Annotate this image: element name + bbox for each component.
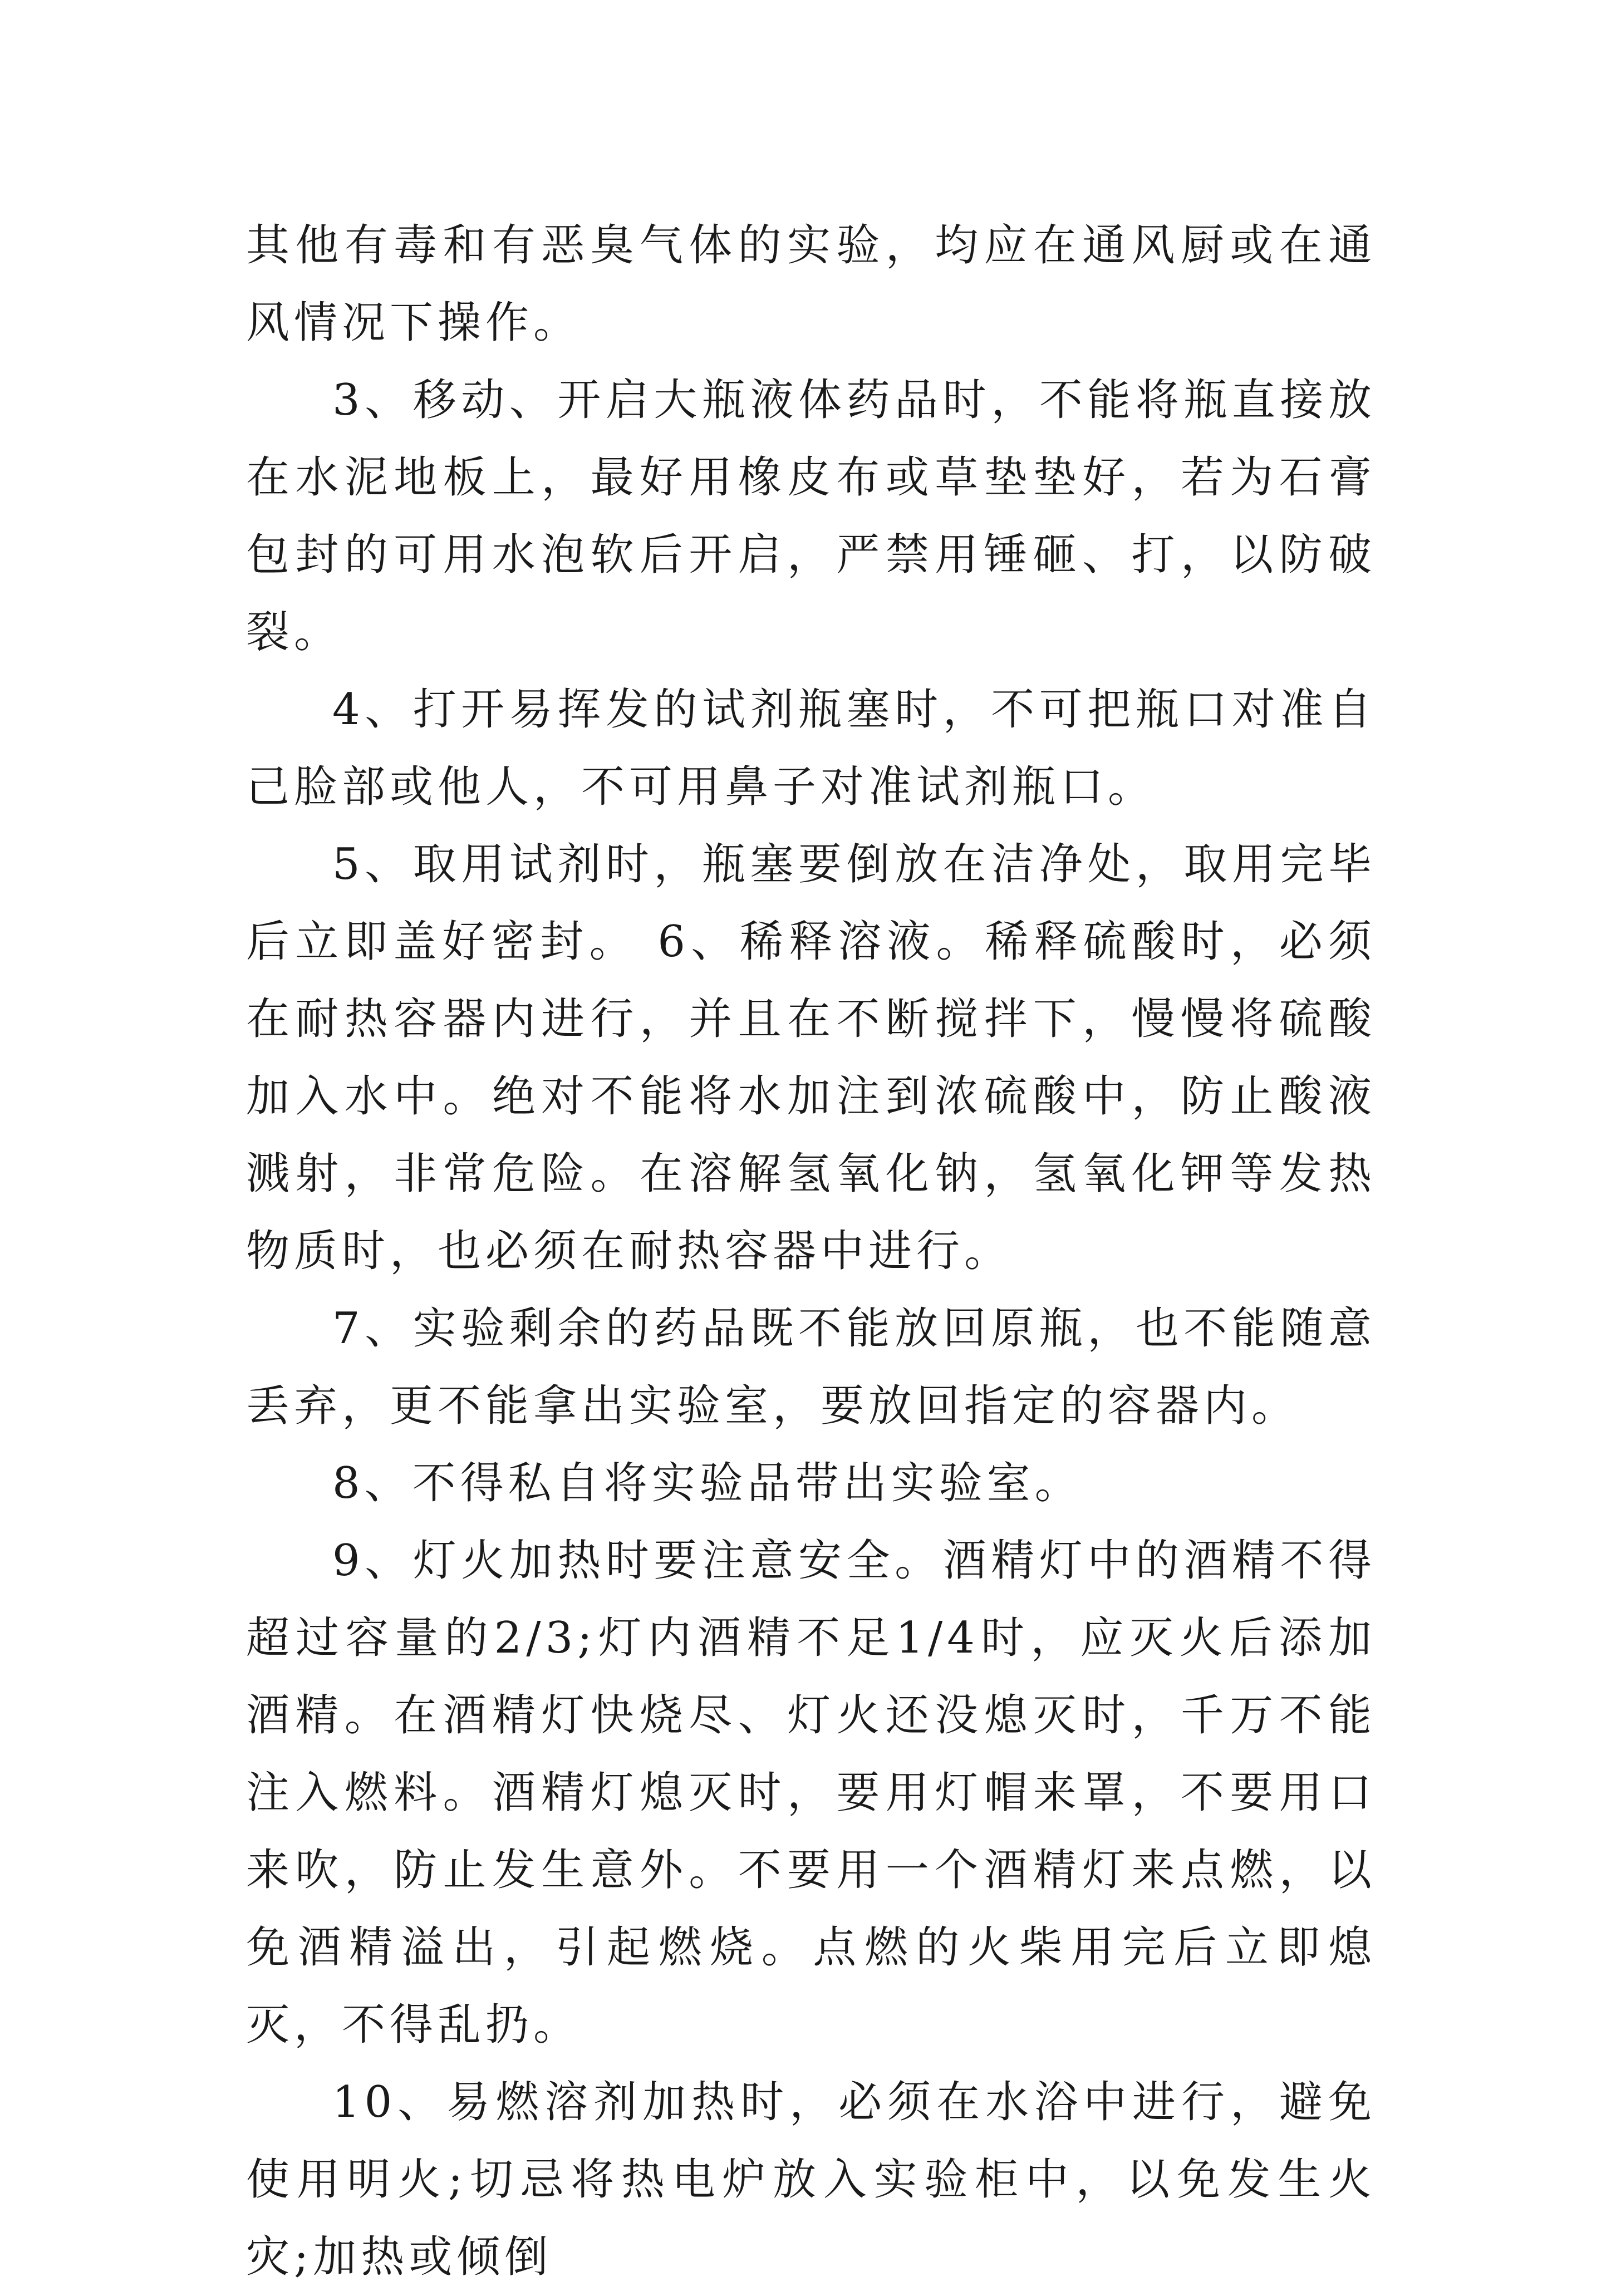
paragraph-item-7: 7、实验剩余的药品既不能放回原瓶，也不能随意丢弃，更不能拿出实验室，要放回指定的容器内。 xyxy=(246,1304,1376,1431)
paragraph-item-8: 8、不得私自将实验品带出实验室。 xyxy=(332,1458,1083,1508)
paragraph-item-10: 10、易燃溶剂加热时，必须在水浴中进行，避免使用明火;切忌将热电炉放入实验柜中，以免发生火灾;加热或倾倒 xyxy=(246,2077,1376,2282)
paragraph-item-9: 9、灯火加热时要注意安全。酒精灯中的酒精不得超过容量的2/3;灯内酒精不足1/4时，应灭火后添加酒精。在酒精灯快烧尽、灯火还没熄灭时，千万不能注入燃料。酒精灯熄灭时，要用灯帽来罩，不要用口来吹，防止发生意外。不要用一个酒精灯来点燃，以免酒精溢出，引起燃烧。点燃的火柴用完后立即熄灭，不得乱扔。 xyxy=(246,1536,1376,2050)
paragraph-continuation: 其他有毒和有恶臭气体的实验，均应在通风厨或在通风情况下操作。 xyxy=(246,220,1376,348)
paragraph-item-4: 4、打开易挥发的试剂瓶塞时，不可把瓶口对准自己脸部或他人，不可用鼻子对准试剂瓶口。 xyxy=(246,685,1376,812)
document-body xyxy=(246,207,1376,2296)
paragraph-item-3: 3、移动、开启大瓶液体药品时，不能将瓶直接放在水泥地板上，最好用橡皮布或草垫垫好，若为石膏包封的可用水泡软后开启，严禁用锤砸、打，以防破裂。 xyxy=(246,375,1376,657)
paragraph-item-5: 5、取用试剂时，瓶塞要倒放在洁净处，取用完毕后立即盖好密封。 6、稀释溶液。稀释硫酸时，必须在耐热容器内进行，并且在不断搅拌下，慢慢将硫酸加入水中。绝对不能将水加注到浓硫酸中，防止酸液溅射，非常危险。在溶解氢氧化钠，氢氧化钾等发热物质时，也必须在耐热容器中进行。 xyxy=(246,839,1376,1276)
